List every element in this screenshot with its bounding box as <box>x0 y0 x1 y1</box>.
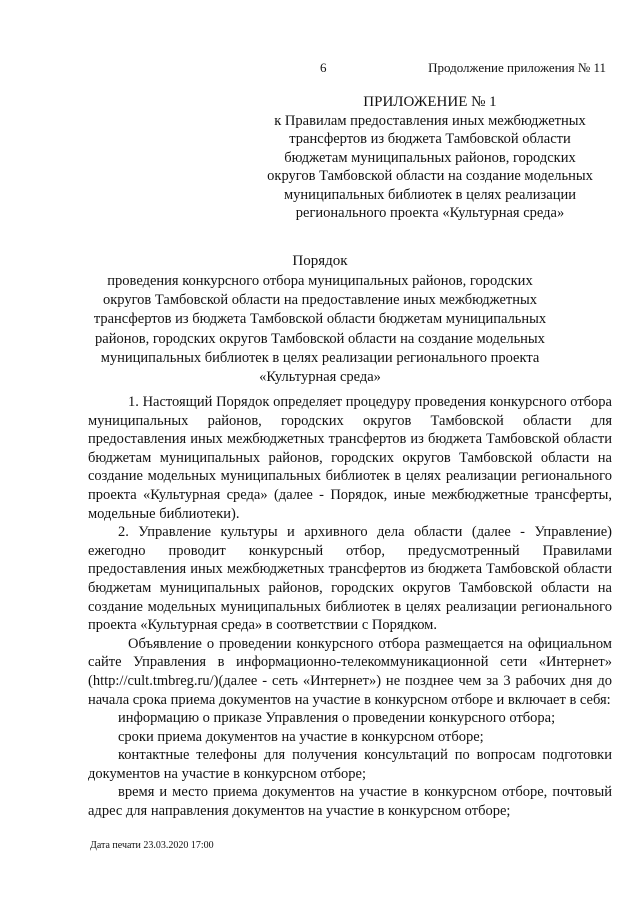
appendix-line: муниципальных библиотек в целях реализации <box>284 186 576 203</box>
paragraph-1: 1. Настоящий Порядок определяет процедуру проведения конкурсного отбора муниципальных районов, городских округов Тамбовской области для предоставления иных межбюджетных трансфертов из бюджета Тамбовской области бюджетам муниципальных районов, городских округов Тамбовской области на создание модельных муниципальных библиотек в целях реализации регионального проекта «Культурная среда» (далее - Порядок, иные межбюджетные трансферты, модельные библиотеки). <box>88 394 612 522</box>
order-subtitle-line: проведения конкурсного отбора муниципальных районов, городских <box>107 273 533 289</box>
order-subtitle <box>90 272 550 387</box>
order-subtitle-line: трансфертов из бюджета Тамбовской области бюджетам муниципальных <box>93 311 547 328</box>
print-date: Дата печати 23.03.2020 17:00 <box>90 840 214 851</box>
list-item: информацию о приказе Управления о проведении конкурсного отбора; <box>118 710 556 727</box>
order-subtitle-line: муниципальных библиотек в целях реализации регионального проекта <box>100 349 540 366</box>
order-title: Порядок <box>292 253 348 269</box>
appendix-line: округов Тамбовской области на создание модельных <box>267 168 593 184</box>
paragraph-2: 2. Управление культуры и архивного дела области (далее - Управление) ежегодно проводит конкурсный отбор, предусмотренный Правилами предоставления иных межбюджетных трансфертов из бюджета Тамбовской области бюджетам муниципальных районов, городских округов Тамбовской области на создание модельных муниципальных библиотек в целях реализации регионального проекта «Культурная среда» в соответствии с Порядком. <box>88 524 612 634</box>
list-item: время и место приема документов на участие в конкурсном отборе, почтовый адрес для направления документов на участие в конкурсном отборе; <box>88 784 612 820</box>
paragraph-announcement: Объявление о проведении конкурсного отбора размещается на официальном сайте Управления в информационно-телекоммуникационной сети «Интернет» (http://cult.tmbreg.ru/)(далее - сеть «Интернет») не позднее чем за 3 рабочих дня до начала срока приема документов на участие в конкурсном отборе и включает в себя: <box>88 635 612 708</box>
appendix-line: к Правилам предоставления иных межбюджетных <box>274 112 586 129</box>
list-item: сроки приема документов на участие в конкурсном отборе; <box>118 728 484 745</box>
appendix-line: регионального проекта «Культурная среда» <box>295 205 565 221</box>
appendix-line: бюджетам муниципальных районов, городских <box>284 149 576 166</box>
list-item: контактные телефоны для получения консультаций по вопросам подготовки документов на участие в конкурсном отборе; <box>88 747 612 782</box>
appendix-line: трансфертов из бюджета Тамбовской области <box>289 131 571 147</box>
order-subtitle-line: округов Тамбовской области на предоставление иных межбюджетных <box>102 292 538 309</box>
continuation-label: Продолжение приложения № 11 <box>428 60 606 75</box>
appendix-title: ПРИЛОЖЕНИЕ № 1 <box>363 94 497 110</box>
page-number: 6 <box>320 60 327 75</box>
order-subtitle-line: районов, городских округов Тамбовской области на создание модельных <box>95 330 545 347</box>
document-body <box>88 393 612 821</box>
appendix-block <box>250 93 610 223</box>
order-subtitle-line: «Культурная среда» <box>259 369 381 386</box>
